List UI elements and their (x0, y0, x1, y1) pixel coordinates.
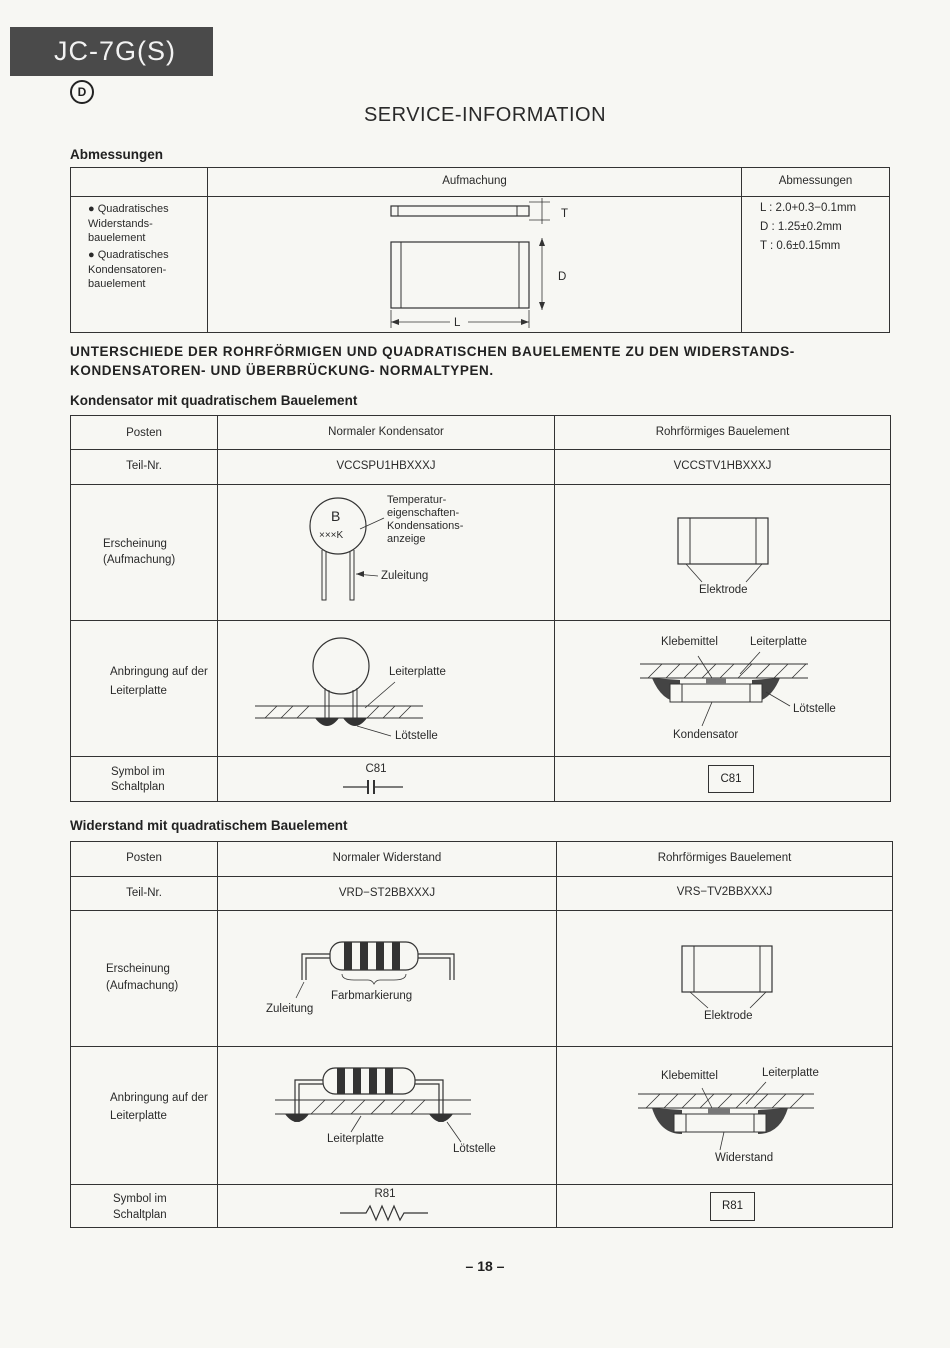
dimensions-heading: Abmessungen (70, 147, 164, 162)
divider (70, 910, 893, 911)
dimension-drawing (380, 198, 580, 330)
res-part-tubular: VRS−TV2BBXXXJ (676, 886, 773, 898)
divider (70, 484, 891, 485)
color-label: Farbmarkierung (331, 990, 413, 1002)
cap-part-tubular: VCCSTV1HBXXXJ (673, 460, 772, 472)
capacitor-heading: Kondensator mit quadratischem Bauelement (70, 393, 358, 408)
cap-adhesive-label: Klebemittel (661, 636, 718, 648)
res-row-appearance: Erscheinung (Aufmachung) (106, 963, 179, 992)
res-col-tubular: Rohrförmiges Bauelement (657, 852, 792, 864)
model-name: JC-7G(S) (54, 36, 176, 66)
dim-t-value: T : 0.6±0.15mm (760, 240, 841, 252)
cap-solder-label: Lötstelle (395, 730, 438, 742)
divider (207, 167, 208, 333)
cap-lead-label: Zuleitung (381, 570, 429, 582)
dim-item-resistor-text: Quadratisches Widerstands-bauelement (88, 203, 169, 244)
dim-item-resistor: ● Quadratisches Widerstands-bauelement (88, 203, 169, 244)
cap-mark-b: B (331, 508, 341, 524)
col-appearance: Aufmachung (442, 175, 507, 187)
temp-label: Temperatur-eigenschaften-Kondensations-anzeige (387, 494, 464, 545)
col-dimensions: Abmessungen (778, 175, 853, 187)
cap-pcb-label: Leiterplatte (389, 666, 446, 678)
res-chip-mount-drawing (638, 1082, 818, 1152)
differences-heading: UNTERSCHIEDE DER ROHRFÖRMIGEN UND QUADRATISCHEN BAUELEMENTE ZU DEN WIDERSTANDS- KONDENSATOREN- UND ÜBERBRÜCKUNG- NORMALTYPEN. (70, 344, 795, 378)
res-row-part: Teil-Nr. (126, 887, 162, 899)
dim-d-value: D : 1.25±0.2mm (760, 221, 842, 233)
divider (70, 620, 891, 621)
dim-item-capacitor-text: Quadratisches Kondensatoren-bauelement (88, 249, 169, 290)
cap-row-appearance: Erscheinung (Aufmachung) (103, 538, 176, 566)
divider (741, 167, 742, 333)
resistor-heading: Widerstand mit quadratischem Bauelement (70, 818, 348, 833)
res-chip-pcb-label: Leiterplatte (762, 1067, 819, 1079)
divider (70, 196, 890, 197)
res-solder-label: Lötstelle (453, 1143, 496, 1155)
dim-item-capacitor: ● Quadratisches Kondensatoren-bauelement (88, 249, 169, 290)
label-l: L (454, 317, 461, 329)
chip-resistor-drawing (674, 938, 784, 1018)
divider (70, 449, 891, 450)
res-adhesive-label: Klebemittel (661, 1070, 718, 1082)
res-lead-label: Zuleitung (266, 1003, 314, 1015)
res-electrode-label: Elektrode (704, 1010, 753, 1022)
divider (70, 756, 891, 757)
res-row-symbol: Symbol im Schaltplan (113, 1193, 167, 1221)
cap-col-normal: Normaler Kondensator (328, 426, 444, 438)
cap-symbol-ref: C81 (365, 763, 387, 775)
language-mark: D (70, 80, 94, 104)
resistor-symbol (340, 1203, 435, 1223)
res-component-label: Widerstand (715, 1152, 774, 1164)
label-t: T (561, 208, 569, 220)
capacitor-symbol (343, 777, 413, 797)
cap-row-part: Teil-Nr. (126, 460, 162, 472)
res-part-normal: VRD−ST2BBXXXJ (338, 887, 436, 899)
cap-electrode-label: Elektrode (699, 584, 748, 596)
dim-l-value: L : 2.0+0.3−0.1mm (760, 202, 857, 214)
page-title: SERVICE-INFORMATION (363, 104, 607, 126)
cap-chip-symbol: C81 (708, 765, 754, 793)
cap-chip-solder-label: Lötstelle (793, 703, 836, 715)
divider (70, 1184, 893, 1185)
res-col-item: Posten (126, 852, 162, 864)
cap-component-label: Kondensator (673, 729, 739, 741)
divider (70, 876, 893, 877)
cap-part-normal: VCCSPU1HBXXXJ (336, 460, 436, 472)
cap-mark-xxx: ×××K (319, 530, 344, 541)
res-chip-symbol: R81 (710, 1192, 755, 1221)
cap-col-tubular: Rohrförmiges Bauelement (655, 426, 790, 438)
page-number: – 18 – (465, 1258, 505, 1274)
res-col-normal: Normaler Widerstand (332, 852, 442, 864)
cap-chip-mount-drawing (640, 650, 820, 730)
cap-through-hole-mount-drawing (255, 630, 445, 740)
res-row-mount: Anbringung auf der Leiterplatte (110, 1092, 208, 1122)
cap-chip-pcb-label: Leiterplatte (750, 636, 807, 648)
cap-col-item: Posten (126, 427, 162, 439)
res-pcb-label: Leiterplatte (327, 1133, 384, 1145)
divider (70, 1046, 893, 1047)
model-badge (10, 27, 213, 76)
cap-row-mount: Anbringung auf der Leiterplatte (110, 666, 208, 697)
res-symbol-ref: R81 (374, 1188, 396, 1200)
label-d: D (558, 271, 567, 283)
cap-row-symbol: Symbol im Schaltplan (111, 766, 165, 793)
